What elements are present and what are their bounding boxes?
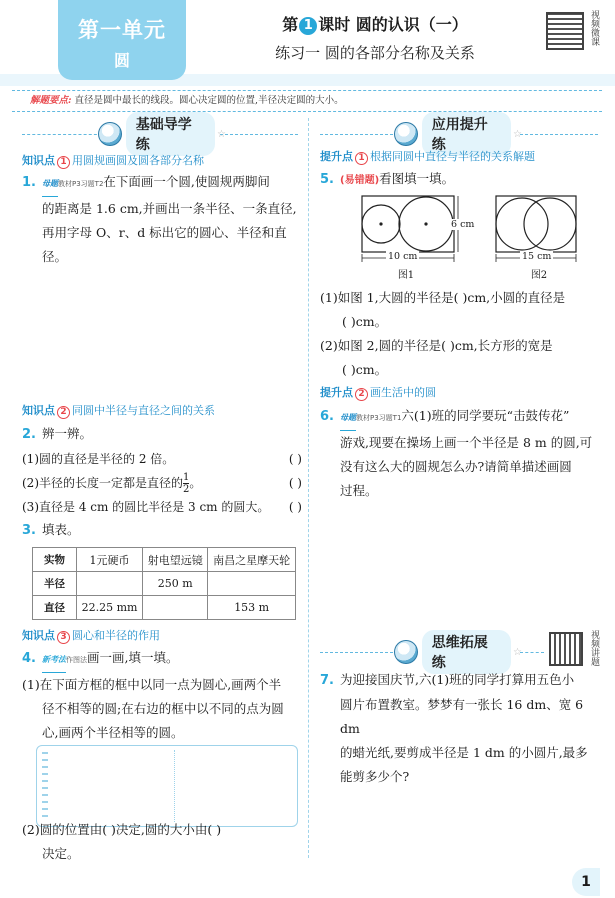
drawing-frame[interactable]: [36, 745, 298, 827]
key-points-text: 直径是圆中最长的线段。圆心决定圆的位置,半径决定圆的大小。: [74, 95, 344, 106]
table-cell: 153 m: [208, 596, 296, 620]
banner-line: [22, 134, 102, 135]
answer-paren[interactable]: ( ): [288, 452, 302, 466]
question-7: 7. 为迎接国庆节,六(1)班的同学打算用五色小 圆片布置教室。梦梦有一张长 16 dm、宽 6 dm 的蜡光纸,要剪成半径是 1 dm 的小圆片,最多 能剪多少个?: [320, 672, 588, 784]
table-cell: 250 m: [143, 572, 208, 596]
knowledge-point-1: 知识点 1 用圆规画圆及圆各部分名称: [22, 154, 204, 167]
knowledge-point-2: 知识点 2 同圆中半径与直径之间的关系: [22, 404, 215, 417]
fig1-small-center: [379, 222, 382, 225]
fig2-caption: 图2: [530, 270, 548, 281]
notebook-spiral: [42, 752, 48, 822]
tag-new-method: 新考法: [42, 648, 66, 673]
drawing-divider: [174, 750, 175, 822]
figure-1: [356, 192, 476, 282]
question-4: 4. 新考法作图法画一画,填一填。 (1)在下面方框的框中以同一点为圆心,画两个半 径不相等的圆;在右边的框中以不同的点为圆 心,画两个半径相等的圆。: [22, 650, 284, 740]
mascot-icon: [98, 122, 122, 146]
tag-mother: 母题: [340, 406, 356, 431]
fraction: $\frac{1}{2}$: [183, 472, 190, 495]
mascot-icon: [394, 122, 418, 146]
banner-line: [520, 134, 598, 135]
question-6: 6. 母题教材P3习题T1六(1)班的同学要玩“击鼓传花” 游戏,现要在操场上画一个半径是 8 m 的圆,可 没有这么大的圆规怎么办?请简单描述画圆 过程。: [320, 408, 593, 498]
mascot-icon: [394, 640, 418, 664]
fig2-left-circle: [496, 198, 548, 250]
unit-title: 第一单元: [78, 18, 166, 42]
qr-code-icon[interactable]: [546, 12, 584, 50]
fig2-width-label: 15 cm: [522, 251, 552, 262]
lesson-subtitle: 练习一 圆的各部分名称及关系: [275, 44, 475, 62]
banner-basic: 基础导学练 ☆: [98, 120, 226, 148]
fig1-height-label: 6 cm: [451, 219, 475, 230]
improvement-point-1: 提升点 1 根据同圆中直径与半径的关系解题: [320, 150, 535, 163]
unit-subtitle: 圆: [113, 51, 130, 70]
column-divider: [308, 118, 309, 858]
fig2-rectangle: [496, 196, 576, 252]
page-number: 1: [572, 868, 600, 896]
banner-line: [320, 652, 398, 653]
question-4-part-2: (2)圆的位置由( )决定,圆的大小由( ) 决定。: [22, 822, 222, 861]
banner-extend: 思维拓展练 ☆: [394, 638, 522, 666]
table-header-row: 实物 1元硬币 射电望远镜 南昌之星摩天轮: [33, 548, 296, 572]
answer-paren[interactable]: ( ): [288, 476, 302, 490]
banner-line: [520, 652, 544, 653]
banner-line: [220, 134, 298, 135]
knowledge-point-3: 知识点 3 圆心和半径的作用: [22, 629, 160, 642]
table-cell[interactable]: [143, 596, 208, 620]
question-3: 3. 填表。: [22, 522, 80, 538]
key-points-label: 解题要点:: [30, 95, 72, 106]
table-cell[interactable]: [77, 572, 143, 596]
table-row: 直径 22.25 mm 153 m: [33, 596, 296, 620]
question-5-answers: (1)如图 1,大圆的半径是( )cm,小圆的直径是 ( )cm。 (2)如图 2,圆的半径是( )cm,长方形的宽是 ( )cm。: [320, 290, 566, 377]
key-points-box: [12, 90, 602, 112]
lesson-title: 第 1 课时 圆的认识（一）: [282, 15, 468, 34]
star-icon: ☆: [217, 128, 226, 140]
question-1: 1. 母题教材P3习题T2在下面画一个圆,使圆规两脚间 的距离是 1.6 cm,并画出一条半径、一条直径, 再用字母 O、r、d 标出它的圆心、半径和直径。: [22, 174, 297, 264]
banner-apply: 应用提升练 ☆: [394, 120, 522, 148]
question-2: 2. 辨一辨。 (1)圆的直径是半径的 2 倍。 ( ) (2)半径的长度一定都是直径的 $\frac{1}{2}$ 。 ( ) (3)直径是 4 cm 的圆比半径是 3 cm 的圆大。 ( ): [22, 422, 302, 519]
lesson-number-badge: 1: [299, 17, 317, 35]
table-row: 半径 250 m: [33, 572, 296, 596]
table-cell: 22.25 mm: [77, 596, 143, 620]
fig1-caption: 图1: [397, 270, 415, 281]
qr-code-small-icon[interactable]: [549, 632, 583, 666]
improvement-point-2: 提升点 2 画生活中的圆: [320, 386, 436, 399]
fig1-large-center: [424, 222, 427, 225]
table-cell[interactable]: [208, 572, 296, 596]
banner-line: [320, 134, 398, 135]
tag-mother: 母题: [42, 172, 58, 197]
question-5: 5. (易错题)看图填一填。: [320, 171, 455, 187]
fig1-width-label: 10 cm: [388, 251, 418, 262]
star-icon: ☆: [513, 646, 522, 658]
qr-label-bottom: 视频讲题: [589, 630, 599, 666]
answer-paren[interactable]: ( ): [288, 500, 302, 514]
star-icon: ☆: [513, 128, 522, 140]
fig2-right-circle: [524, 198, 576, 250]
fill-table: [32, 547, 296, 620]
qr-label-top: 视频微课: [589, 10, 599, 46]
